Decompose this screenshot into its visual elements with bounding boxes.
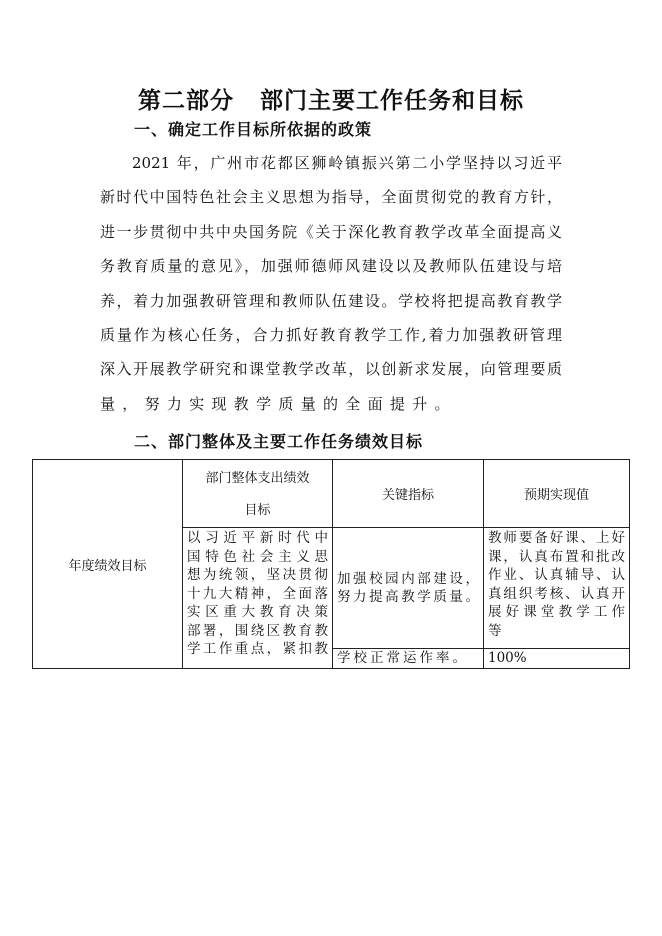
- value-line: 等: [488, 622, 502, 639]
- page-title: [0, 82, 662, 115]
- expected-value-cell: [484, 649, 630, 669]
- indicator-line: 学校正常运作率。: [337, 650, 469, 667]
- goal-cell: [183, 528, 333, 669]
- indicator-line: 加强校园内部建设，: [337, 570, 479, 587]
- part-name: 部门主要工作任务和目标: [260, 88, 524, 114]
- value-line: 教师要备好课、上好: [488, 530, 625, 546]
- row-label-cell: 年度绩效目标: [33, 460, 183, 669]
- value-line: 展好课堂教学工作: [488, 604, 625, 620]
- goal-line: 国特色社会主义思: [187, 548, 328, 565]
- goal-line: 想为统领，坚决贯彻: [187, 567, 328, 583]
- goal-line: 部署，围绕区教育教: [187, 622, 328, 639]
- goal-line: 实区重大教育决策: [187, 604, 328, 620]
- goal-line: 学工作重点，紧扣教: [187, 641, 328, 657]
- paragraph-line: 进一步贯彻中共中央国务院《关于深化教育教学改革全面提高义: [100, 222, 562, 241]
- paragraph-line: 质量作为核心任务，合力抓好教育教学工作,着力加强教研管理: [100, 325, 562, 344]
- value-line: 作业、认真辅导、认: [488, 567, 625, 583]
- header-goal: [183, 460, 333, 528]
- value-line: 真组织考核、认真开: [488, 585, 625, 602]
- value-line: 100%: [488, 650, 527, 667]
- expected-value-cell: [484, 528, 630, 649]
- paragraph-line: 新时代中国特色社会主义思想为指导，全面贯彻党的教育方针，: [100, 188, 562, 207]
- indicator-cell: [333, 528, 484, 649]
- paragraph-line: 量，努力实现教学质量的全面提升。: [100, 394, 457, 413]
- section-1-heading: 一、确定工作目标所依据的政策: [134, 120, 373, 139]
- goal-line: 十九大精神，全面落: [187, 585, 328, 602]
- part-label: 第二部分: [138, 88, 234, 114]
- policy-paragraph: [100, 150, 562, 425]
- goal-line: 以习近平新时代中: [187, 530, 328, 546]
- paragraph-line: 深入开展教学研究和课堂教学改革，以创新求发展，向管理要质: [100, 360, 562, 379]
- paragraph-line: 养，着力加强教研管理和教师队伍建设。学校将把提高教育教学: [100, 291, 562, 310]
- header-indicator: 关键指标: [333, 460, 484, 528]
- paragraph-line: 务教育质量的意见》，加强师德师风建设以及教师队伍建设与培: [100, 257, 562, 276]
- header-goal-line: 部门整体支出绩效: [205, 470, 310, 486]
- performance-table: [32, 459, 630, 669]
- header-goal-line: 目标: [244, 502, 271, 518]
- section-2-heading: 二、部门整体及主要工作任务绩效目标: [134, 432, 424, 451]
- value-line: 课，认真布置和批改: [488, 548, 625, 565]
- paragraph-line: 2021 年，广州市花都区狮岭镇振兴第二小学坚持以习近平: [132, 154, 562, 172]
- header-expected-value: 预期实现值: [484, 460, 630, 528]
- indicator-line: 努力提高教学质量。: [337, 589, 479, 605]
- indicator-cell: [333, 649, 484, 669]
